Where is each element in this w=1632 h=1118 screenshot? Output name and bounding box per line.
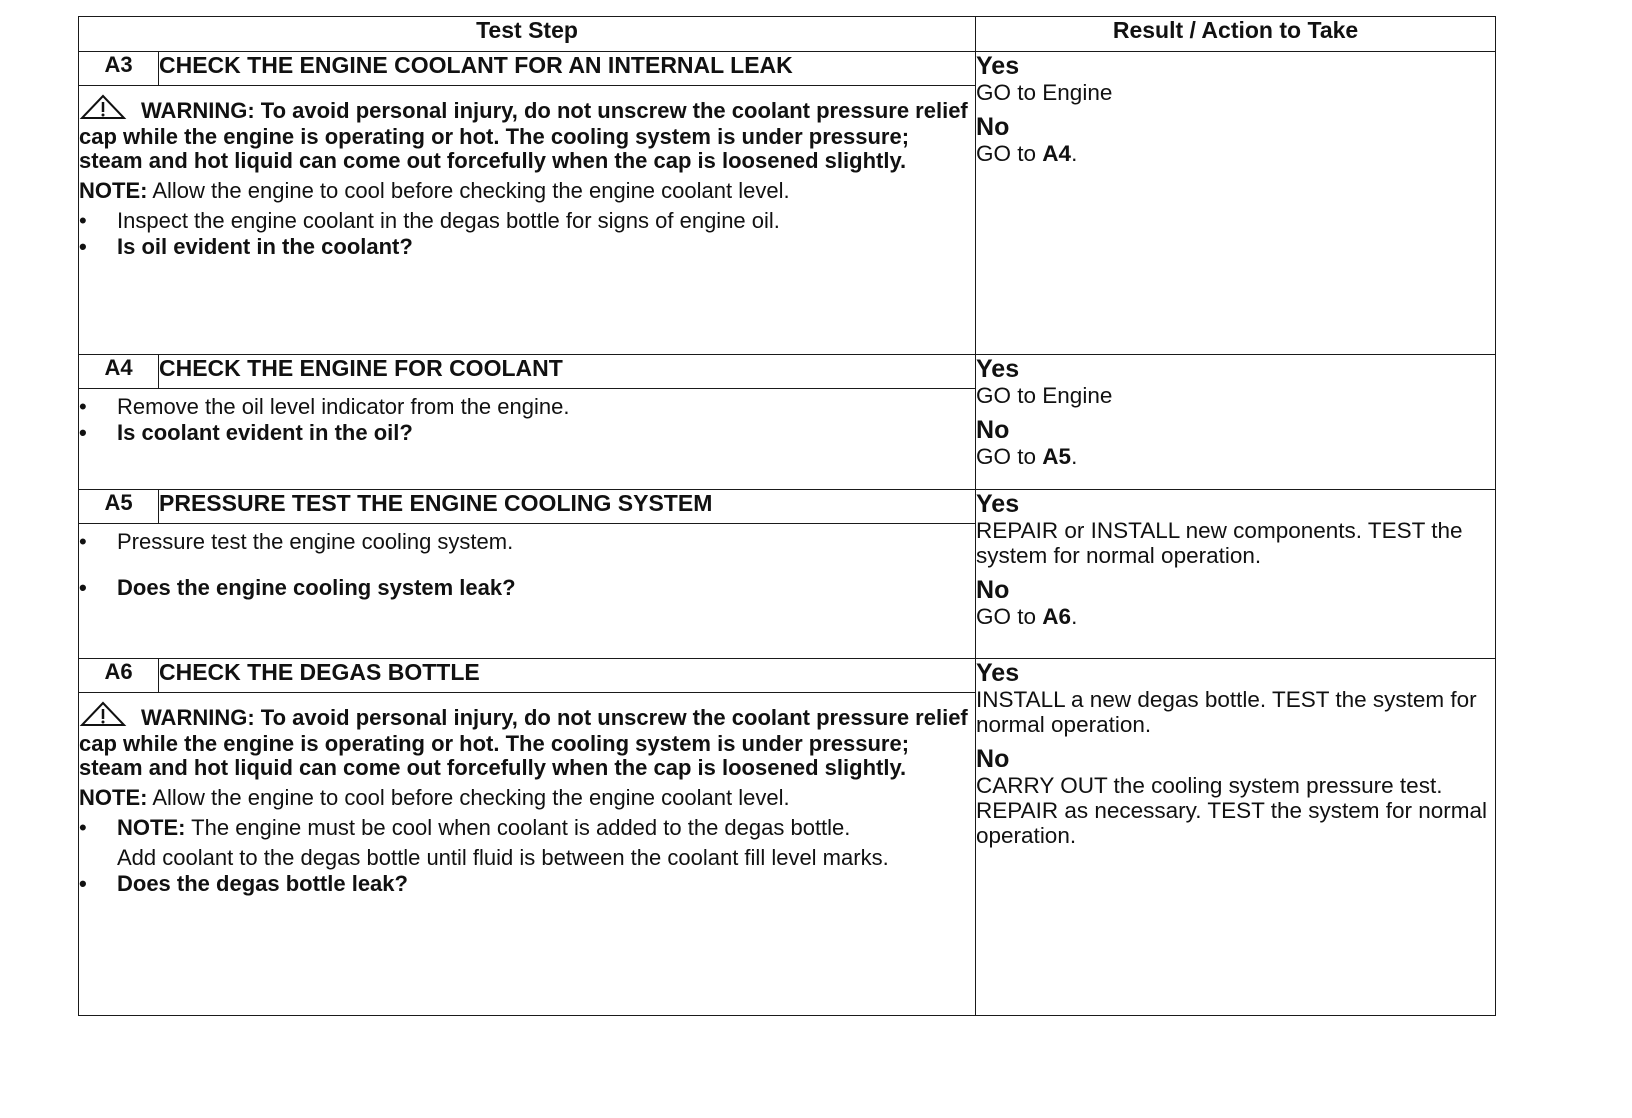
step-a6-result [976, 659, 1496, 1016]
step-a3-result [976, 52, 1496, 355]
diagnostic-table [78, 16, 1496, 1016]
step-title: CHECK THE ENGINE COOLANT FOR AN INTERNAL LEAK [159, 52, 976, 86]
step-code: A5 [79, 490, 159, 524]
step-a5-result [976, 490, 1496, 659]
step-code: A6 [79, 659, 159, 693]
yes-action: REPAIR or INSTALL new components. TEST the system for normal operation. [976, 518, 1463, 568]
yes-label: Yes [976, 355, 1020, 383]
bullet-list [79, 395, 975, 445]
yes-action: GO to Engine [976, 80, 1113, 105]
step-a5-body [79, 524, 976, 659]
no-label: No [976, 416, 1010, 444]
no-label: No [976, 576, 1010, 604]
list-item: • Remove the oil level indicator from the engine. [79, 395, 975, 419]
question-item: • Is oil evident in the coolant? [79, 235, 975, 259]
bullet-list [79, 816, 975, 896]
bullet-list [79, 530, 975, 600]
sub-instruction: Add coolant to the degas bottle until fluid is between the coolant fill level marks. [117, 845, 889, 870]
question-item: • Does the degas bottle leak? [79, 872, 975, 896]
test-step-header: Test Step [79, 17, 976, 52]
warning-text: WARNING: To avoid personal injury, do not unscrew the coolant pressure relief cap while the engine is operating or hot. The cooling system is under pressure; steam and hot liquid can come out forcefully when the cap is loosened slightly. [79, 94, 975, 173]
warning-triangle-icon [79, 94, 127, 125]
step-a4-title-row [79, 355, 1496, 389]
question-item: • Is coolant evident in the oil? [79, 421, 975, 445]
step-code: A4 [79, 355, 159, 389]
step-ref: A6 [1042, 604, 1072, 629]
list-item: • NOTE: The engine must be cool when coolant is added to the degas bottle. Add coolant to the degas bottle until fluid is between the coolant fill level marks. [79, 816, 975, 870]
list-item: • Inspect the engine coolant in the degas bottle for signs of engine oil. [79, 209, 975, 233]
yes-action: GO to Engine [976, 383, 1113, 408]
no-action: GO to A5. [976, 444, 1078, 469]
yes-label: Yes [976, 659, 1020, 687]
no-label: No [976, 745, 1010, 773]
step-a3-title-row [79, 52, 1496, 86]
step-ref: A5 [1042, 444, 1072, 469]
step-a3-body [79, 86, 976, 355]
step-a6-body [79, 693, 976, 1016]
step-a5-title-row [79, 490, 1496, 524]
bullet-list [79, 209, 975, 259]
warning-text: WARNING: To avoid personal injury, do not unscrew the coolant pressure relief cap while the engine is operating or hot. The cooling system is under pressure; steam and hot liquid can come out forcefully when the cap is loosened slightly. [79, 701, 975, 780]
yes-label: Yes [976, 490, 1020, 518]
step-ref: A4 [1042, 141, 1072, 166]
no-label: No [976, 113, 1010, 141]
header-row [79, 17, 1496, 52]
note-text: NOTE: Allow the engine to cool before checking the engine coolant level. [79, 785, 790, 810]
step-code: A3 [79, 52, 159, 86]
note-text: NOTE: Allow the engine to cool before checking the engine coolant level. [79, 178, 790, 203]
step-a4-result [976, 355, 1496, 490]
step-title: CHECK THE ENGINE FOR COOLANT [159, 355, 976, 389]
yes-label: Yes [976, 52, 1020, 80]
warning-triangle-icon [79, 701, 127, 732]
step-a4-body [79, 389, 976, 490]
no-action: GO to A6. [976, 604, 1078, 629]
yes-action: INSTALL a new degas bottle. TEST the system for normal operation. [976, 687, 1477, 737]
result-action-header: Result / Action to Take [976, 17, 1496, 52]
step-a6-title-row [79, 659, 1496, 693]
no-action: CARRY OUT the cooling system pressure test. REPAIR as necessary. TEST the system for normal operation. [976, 773, 1488, 848]
no-action: GO to A4. [976, 141, 1078, 166]
list-item: • Pressure test the engine cooling system. [79, 530, 975, 554]
step-title: CHECK THE DEGAS BOTTLE [159, 659, 976, 693]
question-item: • Does the engine cooling system leak? [79, 576, 975, 600]
step-title: PRESSURE TEST THE ENGINE COOLING SYSTEM [159, 490, 976, 524]
